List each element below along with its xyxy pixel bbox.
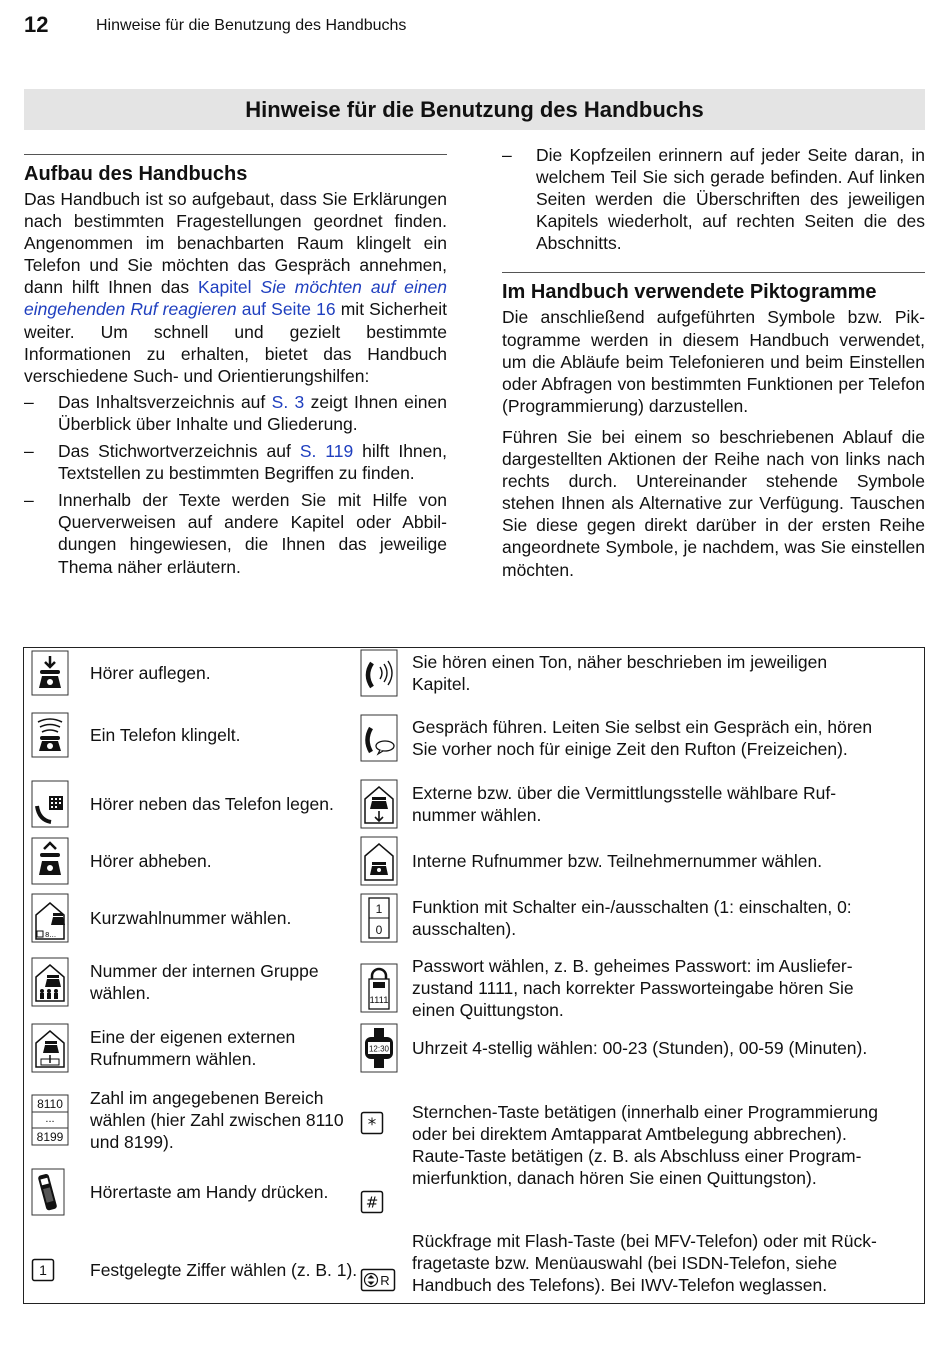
switch-off-label: 0 [375, 923, 383, 937]
tone-icon [360, 649, 398, 697]
legend-text: Funktion mit Schalter ein-/ausschalten (1: einschalten, 0: ausschalten). [412, 897, 852, 939]
clock-icon [360, 1023, 398, 1073]
legend-text: Sternchen-Taste betätigen (innerhalb einer Programmierung oder bei direktem Amtapparat Amtbelegung abbrechen). [412, 1102, 878, 1144]
legend-row-hash [360, 1145, 920, 1229]
legend-row-external [360, 778, 920, 830]
list-item [502, 144, 925, 254]
mobile-phone-icon [31, 1168, 65, 1216]
running-title: Hinweise für die Benutzung des Handbuchs [96, 17, 407, 34]
dash-mark: – [24, 391, 34, 412]
section-banner [24, 89, 925, 130]
legend-row-flash [360, 1228, 920, 1300]
section-rule [502, 272, 925, 273]
legend-row-handset-aside [31, 778, 361, 830]
external-number-icon [360, 779, 398, 829]
list-text: zeigt Ihnen einen Überblick über Inhalte und Gliederung. [58, 391, 447, 434]
legend-row-internal [360, 835, 920, 887]
legend-text: Ein Telefon klingelt. [90, 725, 241, 745]
legend-row-password [360, 953, 920, 1023]
help-list [24, 391, 447, 578]
legend-row-speed-dial [31, 892, 361, 944]
list-text: Das Stichwortverzeichnis auf [58, 441, 300, 462]
list-item [24, 391, 447, 435]
legend-text: Uhrzeit 4-stellig wählen: 00-23 (Stunden), 00-59 (Minuten). [412, 1038, 868, 1058]
digit-key-icon [31, 1258, 55, 1282]
flash-key-icon [360, 1268, 396, 1292]
legend-text: Raute-Taste betätigen (z. B. als Abschluss einer Programmierfunktion, danach hören Sie einen Quittungston). [412, 1146, 862, 1188]
switch-on-label: 1 [375, 902, 383, 916]
speed-dial-icon [31, 893, 69, 943]
intro-text-b: mit Sicherheit weiter. Um schnell und gezielt bestimmte Informationen zu erhalten, bietet das Handbuch verschiedene Such- und Orientierungshilfen: [24, 299, 447, 386]
legend-row-fixed-digit [31, 1240, 361, 1300]
legend-text: Eine der eigenen externen Rufnummern wählen. [90, 1027, 296, 1069]
legend-row-hang-up [31, 648, 361, 698]
legend-row-pick-up [31, 835, 361, 887]
page-number: 12 [24, 12, 49, 37]
legend-text: Sie hören einen Ton, näher beschrieben im jeweiligen Kapitel. [412, 652, 828, 694]
legend-row-own-external [31, 1022, 361, 1074]
section-rule [24, 154, 447, 155]
legend-row-conversation [360, 705, 920, 771]
legend-text: Rückfrage mit Flash-Taste (bei MFV-Telefon) oder mit Rückfragetaste bzw. Menüauswahl (bei ISDN-Telefon, siehe Handbuch des Telefons). Bei IWV-Telefon weglassen. [412, 1231, 877, 1295]
list-item [24, 440, 447, 484]
legend-text: Zahl im angegebenen Bereich wählen (hier Zahl zwischen 8110 und 8199). [90, 1088, 344, 1152]
legend-text: Passwort wählen, z. B. geheimes Passwort: im Auslieferzustand 1111, nach korrekter Passworteingabe hören Sie einen Quittungston. [412, 956, 854, 1020]
legend-row-switch [360, 892, 920, 944]
index-link[interactable]: S. 119 [299, 441, 354, 462]
pictogram-paragraph-2: Führen Sie bei einem so beschriebenen Ablauf die dargestellten Aktionen der Reihe nach von links nach rechts durch. Untereinander stehende Symbole stehen Ihnen als Alternative zur Verfügung. Tauschen Sie diese gegen direkt darüber in der ersten Reihe angeordnete Symbole, je nachdem, was Sie einstellen möchten. [502, 426, 925, 580]
list-text: Die Kopfzeilen erinnern auf jeder Seite daran, in welchem Teil Sie sich gerade befinden. Auf linken Seiten werden die Überschriften des jeweiligen Kapitels wiederholt, auf rechten Seiten die des Abschnitts. [536, 145, 925, 254]
hang-up-icon [31, 650, 69, 696]
heading-piktogramme: Im Handbuch verwendete Piktogramme [502, 281, 877, 304]
legend-text: Gespräch führen. Leiten Sie selbst ein Gespräch ein, hören Sie vorher noch für einige Zeit den Rufton (Freizeichen). [412, 717, 873, 759]
legend-row-star [360, 1098, 920, 1148]
intro-paragraph [24, 188, 447, 387]
legend-text: Hörer abheben. [90, 851, 212, 871]
internal-group-icon [31, 957, 69, 1007]
help-list-continued [502, 144, 925, 254]
range-to: 8199 [36, 1130, 64, 1144]
pick-up-icon [31, 837, 69, 885]
speed-dial-digits: 8... [45, 931, 57, 939]
list-text: hilft Ihnen, Textstellen zu bestimmten Begriffen zu finden. [58, 441, 447, 484]
legend-row-tone [360, 648, 920, 698]
star-key-label: * [367, 1115, 377, 1135]
legend-row-mobile [31, 1166, 361, 1218]
legend-text: Hörer neben das Telefon legen. [90, 794, 334, 814]
chapter-link-page: auf Seite 16 [236, 299, 336, 320]
number-range-icon [31, 1094, 69, 1146]
toc-link[interactable]: S. 3 [271, 391, 305, 412]
legend-text: Festgelegte Ziffer wählen (z. B. 1). [90, 1260, 358, 1280]
dash-mark: – [24, 490, 34, 511]
clock-label: 12:30 [368, 1044, 390, 1054]
list-text: Das Inhaltsverzeichnis auf [58, 391, 272, 412]
switch-icon [360, 893, 398, 943]
pictogram-paragraph-1: Die anschließend aufgeführten Symbole bzw. Piktogramme werden in diesem Handbuch verwendet, um die Abläufe beim Telefonieren und beim Einstellen oder Abfragen von bestimmten Funktionen per Telefon (Programmierung) darzustellen. [502, 307, 925, 416]
list-item [24, 489, 447, 577]
ringing-phone-icon [31, 712, 69, 758]
pictogram-legend [23, 647, 925, 1304]
conversation-icon [360, 714, 398, 762]
legend-text: Nummer der internen Gruppe wählen. [90, 961, 319, 1003]
section-title: Hinweise für die Benutzung des Handbuchs [245, 96, 704, 122]
dash-mark: – [502, 145, 512, 165]
range-from: 8110 [37, 1097, 63, 1111]
legend-row-number-range [31, 1080, 361, 1160]
legend-text: Hörertaste am Handy drücken. [90, 1182, 329, 1202]
legend-row-ringing [31, 710, 361, 760]
dash-mark: – [24, 441, 34, 462]
legend-text: Externe bzw. über die Vermittlungsstelle wählbare Rufnummer wählen. [412, 783, 837, 825]
right-column [502, 144, 925, 581]
digit-key-label: 1 [39, 1262, 47, 1278]
handset-aside-icon [31, 780, 69, 828]
star-key-icon [360, 1111, 384, 1135]
page-header [24, 12, 926, 42]
list-text: Innerhalb der Texte werden Sie mit Hilfe von Querverweisen auf andere Kapitel oder Abbildungen hingewiesen, die Ihnen das jeweilige Thema näher erläutern. [58, 490, 447, 577]
chapter-link-a: Kapitel [198, 277, 261, 298]
legend-text: Kurzwahlnummer wählen. [90, 908, 292, 928]
range-dots: ... [45, 1113, 55, 1125]
hash-key-icon [360, 1190, 384, 1214]
password-label: 1111 [369, 995, 389, 1006]
legend-text: Hörer auflegen. [90, 663, 211, 683]
password-icon [360, 963, 398, 1013]
internal-number-icon [360, 836, 398, 886]
flash-key-label: R [380, 1272, 390, 1288]
legend-row-time [360, 1022, 920, 1074]
hash-key-label: # [365, 1193, 379, 1212]
heading-aufbau: Aufbau des Handbuchs [24, 163, 248, 185]
intro-text-a: Das Handbuch ist so aufgebaut, dass Sie Erklärungen nach bestimmten Fragestellungen geordnet finden. Angenommen im benachbarten Raum klingelt ein Telefon und Sie möchten das Gespräch annehmen, dann hilft Ihnen das [24, 189, 447, 298]
left-column [24, 154, 447, 583]
chapter-link-title: Sie möchten auf einen eingehenden Ruf reagieren [24, 277, 447, 320]
legend-text: Interne Rufnummer bzw. Teilnehmernummer wählen. [412, 851, 823, 871]
legend-row-internal-group [31, 956, 361, 1008]
own-external-number-icon [31, 1023, 69, 1073]
